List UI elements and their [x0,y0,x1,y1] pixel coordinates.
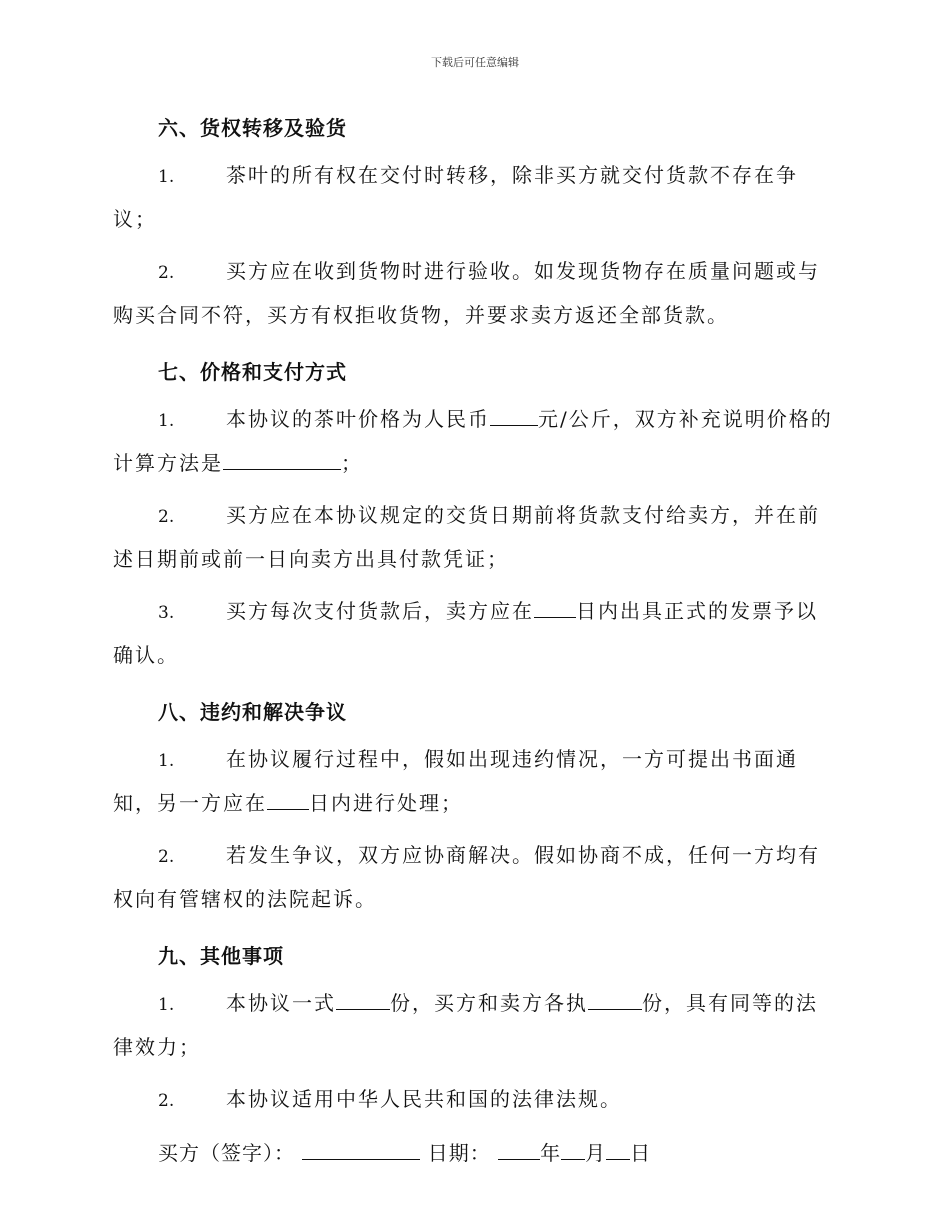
item-number: 3. [158,603,175,623]
month-label: 月 [585,1141,607,1165]
section-8-item-2 [113,834,833,920]
item-number: 1. [158,995,175,1015]
year-blank[interactable] [498,1158,540,1160]
section-7-item-1 [113,398,833,484]
signature-line [113,1132,833,1174]
month-blank[interactable] [561,1158,585,1160]
item-text-c: ； [341,451,363,475]
copies-each-blank[interactable] [588,1008,642,1010]
section-7-item-3 [113,590,833,676]
day-label: 日 [630,1141,652,1165]
section-9-item-2 [113,1078,833,1122]
item-text-a: 买方每次支付货款后，卖方应在 [226,599,534,623]
section-9-item-1 [113,982,833,1068]
item-text: 本协议适用中华人民共和国的法律法规。 [226,1087,622,1111]
section-6-item-2 [113,250,833,336]
item-text: 买方应在收到货物时进行验收。如发现货物存在质量问题或与购买合同不符，买方有权拒收货物，并要求卖方返还全部货款。 [113,259,820,327]
item-text: 若发生争议，双方应协商解决。假如协商不成，任何一方均有权向有管辖权的法院起诉。 [113,843,820,911]
item-text-a: 本协议的茶叶价格为人民币 [226,407,490,431]
item-text-b: 日内进行处理； [309,791,463,815]
page-header-note: 下载后可任意编辑 [431,56,519,69]
item-number: 2. [158,263,175,283]
item-text-b: 元/公斤，双方补充说明价格的计算方法是 [113,407,833,475]
date-label: 日期： [427,1141,491,1165]
section-7-title: 七、价格和支付方式 [158,360,347,384]
item-number: 2. [158,847,175,867]
calc-method-blank[interactable] [223,468,341,470]
section-9-title: 九、其他事项 [158,944,284,968]
item-text-b: 份，买方和卖方各执 [390,991,588,1015]
buyer-signature-label: 买方（签字）： [158,1141,295,1165]
item-number: 1. [158,751,175,771]
item-text-a: 在协议履行过程中，假如出现违约情况，一方可提出书面通知，另一方应在 [113,747,798,815]
price-blank[interactable] [490,424,538,426]
section-8-item-1 [113,738,833,824]
section-8-title: 八、违约和解决争议 [158,700,347,724]
section-6-item-1 [113,154,833,240]
handling-days-blank[interactable] [267,808,309,810]
copies-total-blank[interactable] [336,1008,390,1010]
buyer-signature-blank[interactable] [302,1158,420,1160]
item-text-b: 日内出具正式的发票予以确认。 [113,599,818,667]
section-7-item-2 [113,494,833,580]
contract-body [113,112,833,1174]
item-number: 1. [158,167,175,187]
item-number: 2. [158,1091,175,1111]
invoice-days-blank[interactable] [534,616,576,618]
item-text: 茶叶的所有权在交付时转移，除非买方就交付货款不存在争议； [113,163,798,231]
item-number: 2. [158,507,175,527]
item-text-a: 本协议一式 [226,991,336,1015]
day-blank[interactable] [606,1158,630,1160]
item-text: 买方应在本协议规定的交货日期前将货款支付给卖方，并在前述日期前或前一日向卖方出具付款凭证； [113,503,820,571]
year-label: 年 [540,1141,562,1165]
section-6-title: 六、货权转移及验货 [158,116,347,140]
item-number: 1. [158,411,175,431]
item-text-c: 份，具有同等的法律效力； [113,991,818,1059]
